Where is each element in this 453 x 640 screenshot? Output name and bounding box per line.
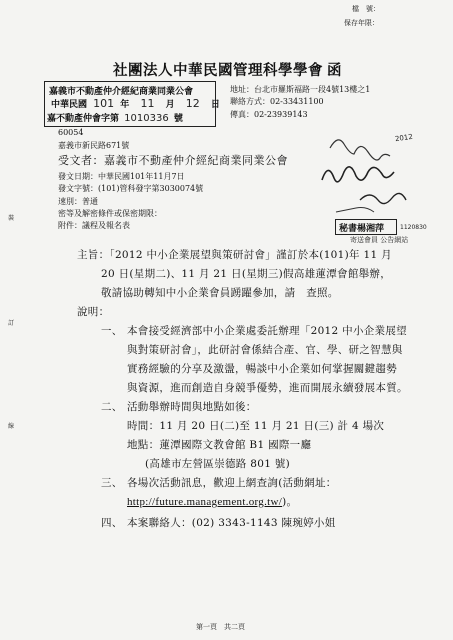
item1-line4: 與資源，進而創造自身競爭優勢，進而開展永續發展本質。 (127, 382, 408, 394)
signature-scribble-3 (360, 193, 406, 203)
item2-place: 地點：蓮潭國際文教會館 B1 國際一廳 (127, 439, 312, 451)
handwritten-note-right2: 寄送會員 公告網站 (350, 236, 409, 244)
issue-number: 發文字號：(101)管科發字第3030074號 (58, 184, 204, 193)
receipt-stamp-line2 (51, 97, 220, 110)
page-footer: 第一頁 共二頁 (196, 623, 245, 631)
contact-phone: 聯絡方式：02-33431100 (230, 97, 324, 106)
item1-line1: 本會接受經濟部中小企業處委託辦理「2012 中小企業展望 (127, 325, 407, 337)
explanation-label: 說明： (77, 306, 110, 318)
doc-type: 函 (327, 62, 342, 79)
receipt-date-month: 11 (140, 97, 155, 110)
receipt-date-year: 101 (93, 97, 115, 110)
item2-line1: 活動舉辦時間與地點如後： (127, 401, 257, 413)
recipient-address: 嘉義市新民路671號 (58, 141, 130, 150)
receipt-stamp (44, 81, 220, 127)
subject-line2: 20 日(星期二)、11 月 21 日(星期三)假高雄蓮潭會館舉辦， (101, 268, 392, 280)
recipient-postal: 60054 (58, 128, 84, 137)
item3-url-line (127, 494, 297, 509)
margin-mark-top: 裝 (8, 215, 15, 222)
issue-date: 發文日期：中華民國101年11月7日 (58, 172, 185, 181)
receipt-date-year-unit: 年 (120, 100, 130, 110)
item3-line2-end: )。 (282, 496, 298, 508)
margin-mark-mid: 訂 (8, 320, 15, 327)
subject-line1: 主旨：「2012 中小企業展望與策研討會」謹訂於本(101)年 11 月 (77, 249, 392, 261)
item2-time: 時間：11 月 20 日(二)至 11 月 21 日(三) 計 4 場次 (127, 420, 385, 432)
item2-place-addr: (高雄市左營區崇德路 801 號) (145, 458, 291, 470)
secrecy: 密等及解密條件或保密期限： (58, 209, 162, 218)
receipt-date-prefix: 中華民國 (51, 100, 88, 110)
file-number-label: 檔 號： (352, 5, 380, 13)
handwritten-note-right1: 1120830 (400, 224, 427, 231)
receipt-date-day: 12 (185, 97, 200, 110)
signature-scribble-1 (330, 140, 390, 160)
receipt-number-suffix: 號 (173, 114, 183, 124)
name-stamp (335, 219, 397, 235)
item1-line3: 實務經驗的分享及激盪，暢談中小企業如何掌握關鍵趨勢 (127, 363, 397, 375)
margin-mark-bot: 線 (8, 423, 15, 430)
item2-num: 二、 (101, 401, 123, 413)
org-name: 社團法人中華民國管理科學學會 (113, 62, 323, 79)
speed: 速別：普通 (58, 197, 98, 206)
signature-scribble-4 (336, 208, 374, 213)
attachment: 附件：議程及報名表 (58, 221, 130, 230)
receipt-date-day-unit: 日 (210, 100, 220, 110)
contact-fax: 傳真：02-23939143 (230, 110, 308, 119)
receipt-stamp-line1: 嘉義市不動產仲介經紀商業同業公會 (49, 87, 194, 97)
receipt-number-prefix: 嘉不動產仲會字第 (47, 114, 120, 124)
item3-num: 三、 (101, 477, 123, 489)
item1-line2: 與對策研討會」，此研討會係結合產、官、學、研之智慧與 (127, 344, 403, 356)
event-url-link[interactable]: http://future.management.org.tw/ (127, 496, 283, 508)
handwritten-note-top: 2012 (394, 132, 414, 144)
item3-line1: 各場次活動訊息，歡迎上網查詢(活動網址： (127, 477, 337, 489)
item4-line1: 本案聯絡人：(02) 3343-1143 陳琬婷小姐 (127, 517, 336, 529)
contact-address: 地址：台北市羅斯福路一段4號13樓之1 (230, 85, 371, 94)
receipt-date-month-unit: 月 (165, 100, 175, 110)
signature-scribble-2 (322, 167, 394, 182)
recipient-to: 受文者：嘉義市不動產仲介經紀商業同業公會 (58, 154, 288, 167)
retention-label: 保存年限： (344, 19, 379, 27)
subject-line3: 敬請協助轉知中小企業會員踴躍參加，請 查照。 (101, 287, 339, 299)
item4-num: 四、 (101, 517, 123, 529)
receipt-number: 1010336 (124, 113, 169, 124)
item1-num: 一、 (101, 325, 123, 337)
receipt-stamp-line3 (47, 111, 183, 124)
name-stamp-text: 秘書楊湘萍 (339, 224, 385, 234)
